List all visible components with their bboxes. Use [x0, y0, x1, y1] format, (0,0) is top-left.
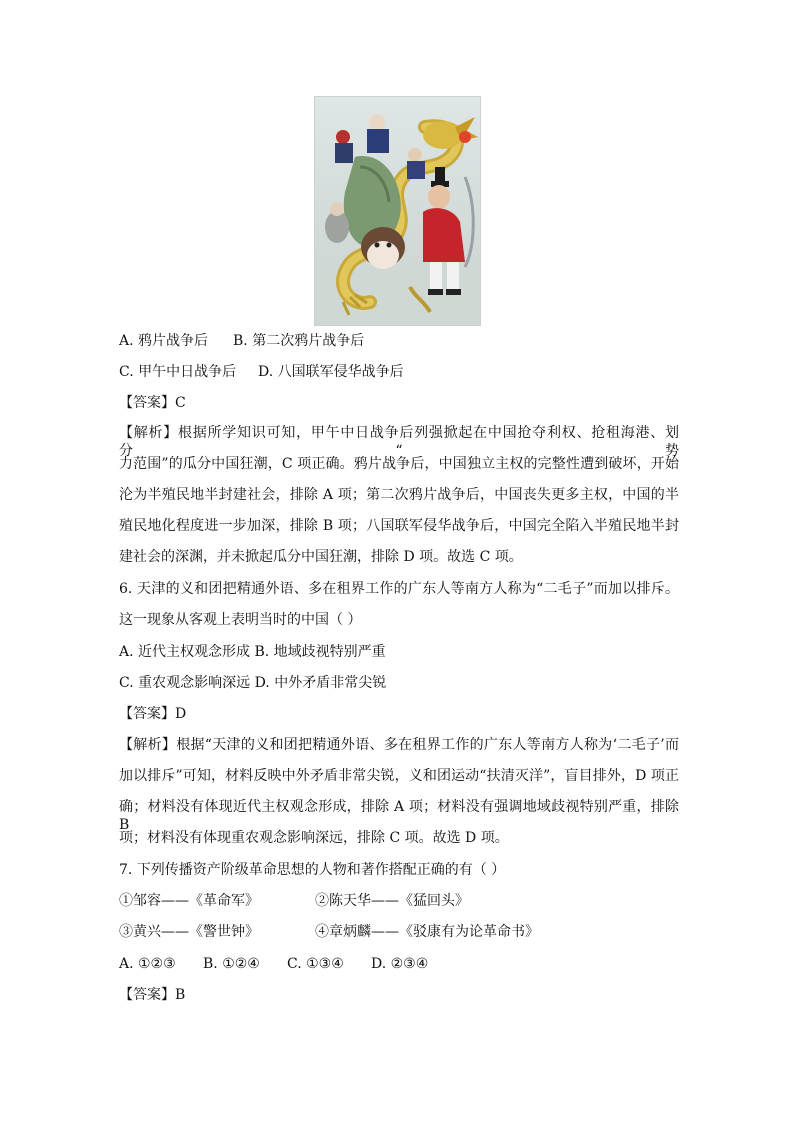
pair-2: ②陈天华——《猛回头》: [315, 893, 469, 909]
question-7-pairs-row-1: [119, 892, 679, 910]
option-c: C. ①③④: [287, 956, 344, 972]
question-6-stem: 这一现象从客观上表明当时的中国（ ）: [119, 612, 362, 628]
question-5-option-row-1: [119, 332, 679, 350]
question-6-option-row-1: [119, 643, 679, 661]
option-c: C. 重农观念影响深远: [119, 675, 251, 691]
question-6-analysis-line: 项；材料没有体现重农观念影响深远，排除 C 项。故选 D 项。: [119, 830, 509, 846]
option-b: B. 第二次鸦片战争后: [233, 333, 365, 349]
pair-1: ①邹容——《革命军》: [119, 893, 259, 909]
option-a: A. 鸦片战争后: [119, 333, 209, 349]
option-a: A. 近代主权观念形成: [119, 644, 251, 660]
question-5-answer: 【答案】C: [119, 395, 186, 411]
question-6-answer: 【答案】D: [119, 706, 187, 722]
question-7-stem: 7. 下列传播资产阶级革命思想的人物和著作搭配正确的有（ ）: [119, 862, 506, 878]
question-5-analysis-line: 力范围”的瓜分中国狂潮，C 项正确。鸦片战争后，中国独立主权的完整性遭到破坏，开始: [119, 456, 679, 472]
question-6-stem: 6. 天津的义和团把精通外语、多在租界工作的广东人等南方人称为“二毛子”而加以排斥。: [119, 581, 679, 597]
question-7-options: [119, 955, 679, 973]
cartoon-drawing: [315, 97, 480, 325]
option-d: D. 八国联军侵华战争后: [258, 364, 404, 380]
option-b: B. ①②④: [203, 956, 260, 972]
option-b: B. 地域歧视特别严重: [254, 644, 386, 660]
pair-4: ④章炳麟——《驳康有为论革命书》: [315, 924, 539, 940]
historical-cartoon-illustration: [314, 96, 481, 326]
question-5-analysis-line: 殖民地化程度进一步加深，排除 B 项；八国联军侵华战争后，中国完全陷入半殖民地半封: [119, 518, 679, 534]
option-a: A. ①②③: [119, 956, 176, 972]
question-6-analysis-line: 加以排斥”可知，材料反映中外矛盾非常尖锐，义和团运动“扶清灭洋”，盲目排外，D 项正: [119, 768, 679, 784]
question-5-analysis-line: 【解析】根据所学知识可知，甲午中日战争后列强掀起在中国抢夺利权、抢租海港、划分“势: [119, 425, 679, 459]
option-c: C. 甲午中日战争后: [119, 364, 237, 380]
question-7-pairs-row-2: [119, 923, 679, 941]
question-5-analysis-line: 沦为半殖民地半封建社会，排除 A 项；第二次鸦片战争后，中国丧失更多主权，中国的半: [119, 487, 679, 503]
question-7-answer: 【答案】B: [119, 987, 186, 1003]
question-6-analysis-line: 【解析】根据“天津的义和团把精通外语、多在租界工作的广东人等南方人称为‘二毛子’而: [119, 737, 679, 753]
question-5-analysis-line: 建社会的深渊，并未掀起瓜分中国狂潮，排除 D 项。故选 C 项。: [119, 549, 523, 565]
pair-3: ③黄兴——《警世钟》: [119, 924, 259, 940]
question-6-analysis-line: 确；材料没有体现近代主权观念形成，排除 A 项；材料没有强调地域歧视特别严重，排除 B: [119, 799, 679, 833]
option-d: D. ②③④: [371, 956, 429, 972]
option-d: D. 中外矛盾非常尖锐: [254, 675, 387, 691]
question-6-option-row-2: [119, 674, 679, 692]
question-5-option-row-2: [119, 363, 679, 381]
